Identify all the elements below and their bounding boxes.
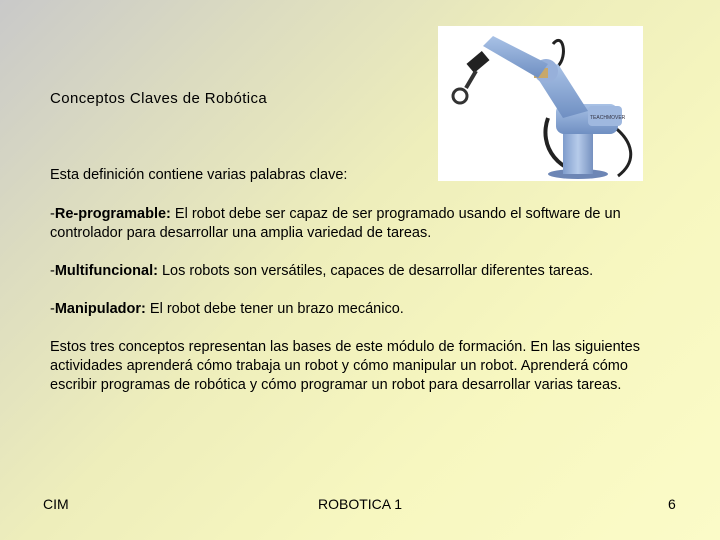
slide-body xyxy=(50,166,660,395)
list-item-multifuncional xyxy=(50,262,660,281)
item-text: El robot debe tener un brazo mecánico. xyxy=(145,301,404,317)
item-text: El robot debe ser capaz de ser programado usando el software de un controlador para desarrollar una amplia variedad de tareas. xyxy=(50,206,621,241)
item-term: Manipulador: xyxy=(54,301,146,317)
item-prefix: - xyxy=(50,301,55,317)
intro-text: Esta definición contiene varias palabras clave: xyxy=(50,167,348,183)
item-prefix: - xyxy=(50,263,55,279)
item-text: Los robots son versátiles, capaces de desarrollar diferentes tareas. xyxy=(157,263,594,279)
slide-title: Conceptos Claves de Robótica xyxy=(50,90,268,107)
closing-text: Estos tres conceptos representan las bases de este módulo de formación. En las siguientes actividades aprenderá cómo trabaja un robot y cómo manipular un robot. Aprenderá cómo escribir programas de robótica y cómo programar un robot para desarrollar varias tareas. xyxy=(50,339,640,393)
item-term: Re-programable: xyxy=(54,206,171,222)
item-term: Multifuncional: xyxy=(54,263,158,279)
list-item-manipulador xyxy=(50,300,660,319)
page-number: 6 xyxy=(668,496,676,512)
list-item-reprogramable xyxy=(50,205,660,243)
robot-arm-photo xyxy=(438,26,643,181)
item-prefix: - xyxy=(50,206,55,222)
footer-center: ROBOTICA 1 xyxy=(318,496,403,512)
svg-text:TEACHMOVER: TEACHMOVER xyxy=(590,115,626,121)
footer-left: CIM xyxy=(43,496,69,512)
